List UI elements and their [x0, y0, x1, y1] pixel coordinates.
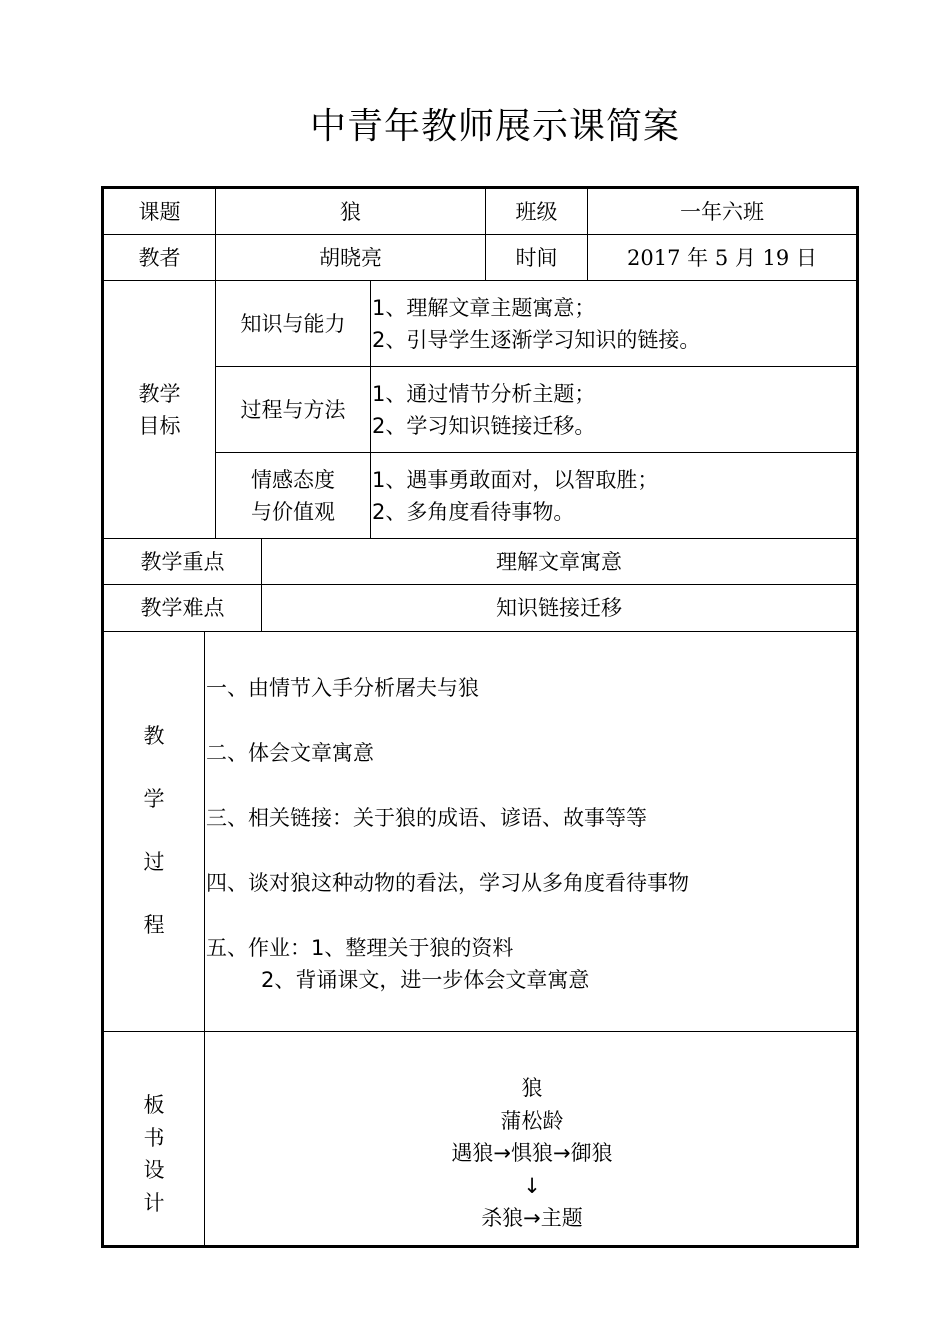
objective-category: 知识与能力 [240, 311, 346, 336]
board-line: 狼 [521, 1076, 543, 1100]
board-line: ↓ [523, 1173, 541, 1198]
board-line: 杀狼→主题 [481, 1206, 583, 1230]
board-label-char: 计 [143, 1190, 165, 1215]
objective-content [372, 453, 856, 538]
class-label: 班级 [515, 200, 558, 224]
process-label [104, 720, 204, 939]
objective-category-line: 与价值观 [251, 499, 335, 524]
process-label-char: 过 [143, 850, 165, 874]
board-label-char: 板 [143, 1093, 165, 1117]
process-label-char: 教 [143, 724, 165, 748]
objective-category-line: 情感态度 [251, 467, 335, 492]
key-point-label: 教学重点 [140, 549, 225, 574]
difficulty-value: 知识链接迁移 [496, 596, 622, 620]
objective-category [216, 453, 370, 538]
teacher-value: 胡晓亮 [319, 245, 382, 270]
grid-line [101, 631, 859, 632]
objective-line: 1、通过情节分析主题； [372, 381, 596, 406]
board-label-char: 书 [143, 1125, 165, 1150]
objective-line: 2、学习知识链接迁移。 [372, 413, 596, 438]
topic-label: 课题 [138, 200, 181, 224]
board-line: 遇狼→惧狼→御狼 [451, 1141, 613, 1165]
time-value: 2017 年 5 月 19 日 [627, 245, 817, 270]
objectives-label-line2: 目标 [138, 413, 181, 438]
topic-value: 狼 [340, 200, 361, 224]
process-step: 三、相关链接：关于狼的成语、谚语、故事等等 [206, 806, 647, 830]
board-design-label [104, 1089, 204, 1219]
objective-line: 1、遇事勇敢面对，以智取胜； [372, 467, 659, 492]
objectives-label [104, 281, 215, 538]
objective-content [372, 281, 856, 366]
objective-line: 1、理解文章主题寓意； [372, 295, 596, 320]
board-design-content [206, 1072, 858, 1235]
time-label: 时间 [515, 245, 558, 270]
objective-line: 2、多角度看待事物。 [372, 499, 575, 524]
teacher-label: 教者 [138, 245, 181, 270]
objective-category: 过程与方法 [240, 397, 346, 422]
grid-line [370, 280, 371, 538]
objective-content [372, 367, 856, 452]
process-step: 一、由情节入手分析屠夫与狼 [206, 676, 479, 700]
grid-line [204, 631, 205, 1248]
process-label-char: 学 [143, 787, 165, 811]
process-step: 四、谈对狼这种动物的看法，学习从多角度看待事物 [206, 871, 689, 895]
objective-line: 2、引导学生逐渐学习知识的链接。 [372, 327, 701, 352]
difficulty-label: 教学难点 [140, 596, 225, 620]
process-step: 2、背诵课文，进一步体会文章寓意 [261, 968, 590, 992]
grid-line [101, 1031, 859, 1032]
process-step: 二、体会文章寓意 [206, 741, 374, 765]
objectives-label-line1: 教学 [138, 381, 181, 406]
process-label-char: 程 [143, 913, 165, 937]
board-label-char: 设 [143, 1158, 165, 1182]
board-line: 蒲松龄 [500, 1108, 564, 1133]
class-value: 一年六班 [680, 200, 764, 224]
key-point-value: 理解文章寓意 [496, 549, 622, 574]
page-title: 中青年教师展示课简案 [309, 106, 680, 147]
process-step: 五、作业：1、整理关于狼的资料 [206, 936, 514, 960]
